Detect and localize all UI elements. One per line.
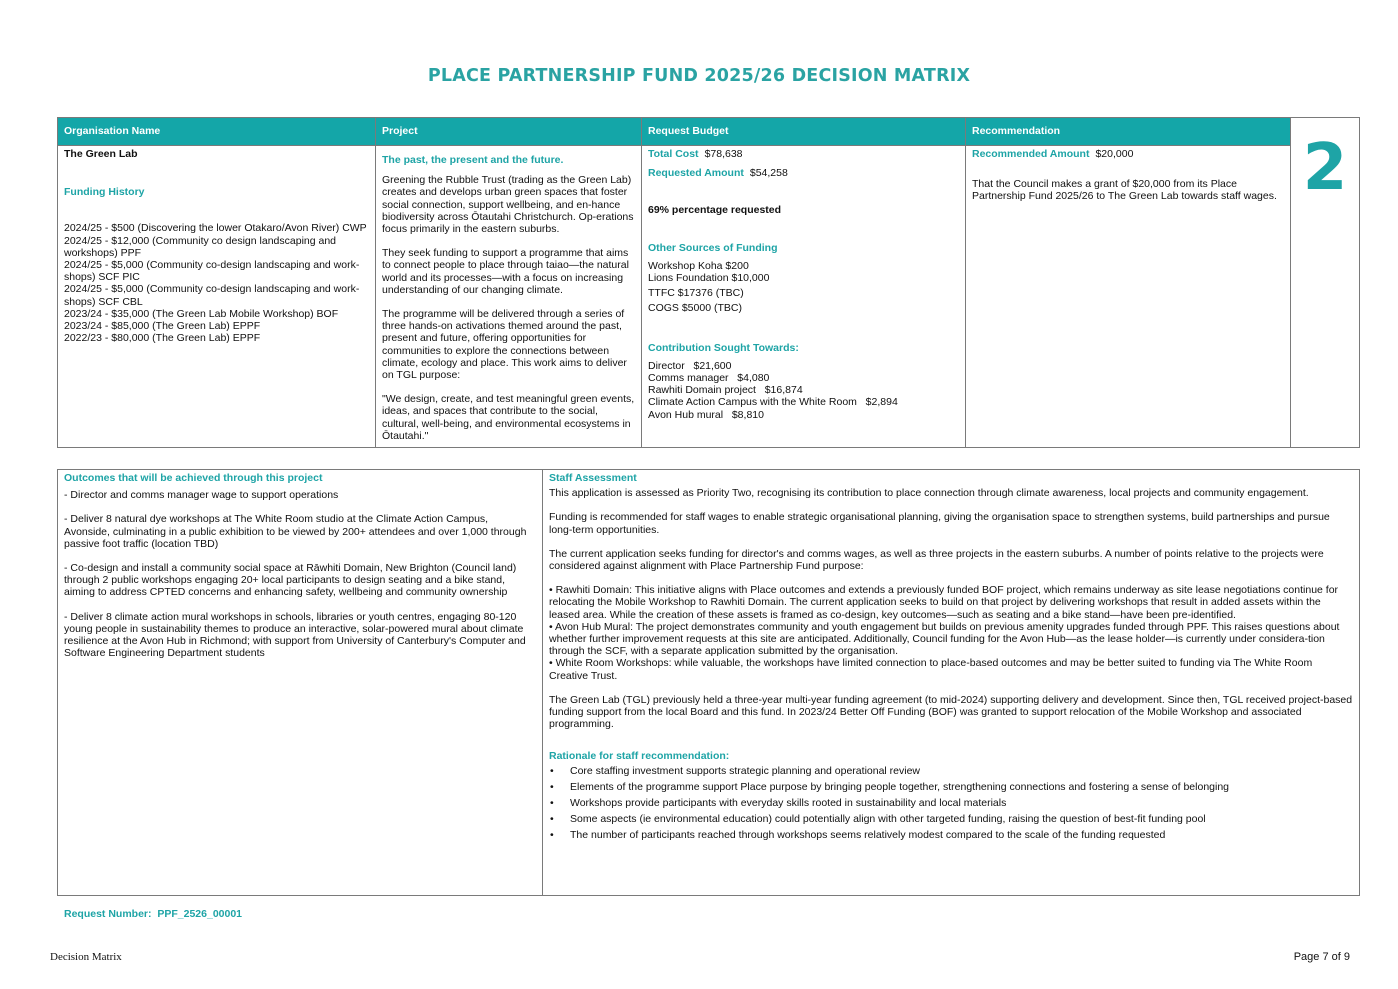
contribution-item: Comms manager $4,080 (648, 372, 770, 385)
staff-paragraph: This application is assessed as Priority Two, recognising its contribution to place connection through climate awareness, local projects and community engagement. (549, 487, 1309, 500)
project-heading: The past, the present and the future. (382, 154, 564, 166)
other-sources-label: Other Sources of Funding (648, 241, 778, 254)
contribution-item: Avon Hub mural $8,810 (648, 408, 764, 421)
recommended-line (972, 148, 1284, 160)
outcome-item: - Co-design and install a community social space at Rāwhiti Domain, New Brighton (Council land) through 2 public workshops engaging 20+ local participants to design seating and a bike stand, aiming to address CPTED concerns and enhancing safety, wellbeing and community ownership (64, 562, 517, 599)
recommended-label: Recommended Amount (972, 148, 1090, 160)
priority-number: 2 (1302, 131, 1348, 205)
staff-point: • Avon Hub Mural: The project demonstrates community and youth engagement but builds on previous amenity upgrades funded through PPF. This raises questions about whether further improvement requests at this site are anticipated. Additionally, Council funding for the Avon Hub—as the lease holder—is currently under considera-tion through the SCF, with a separate application submitted by the organisation. (549, 620, 1340, 658)
other-source-item: Lions Foundation $10,000 (648, 272, 770, 285)
page-title: PLACE PARTNERSHIP FUND 2025/26 DECISION MATRIX (427, 66, 971, 86)
project-paragraph: Greening the Rubble Trust (trading as the Green Lab) creates and develops urban green spaces that foster social connection, support wellbeing, and en-hance biodiversity across Ōtautahi Christchurch. Op-erations focus primarily in the eastern suburbs. (382, 174, 634, 236)
staff-assessment-cell (543, 470, 1360, 896)
staff-paragraph: The Green Lab (TGL) previously held a three-year multi-year funding agreement (to mid-2024) supporting delivery and development. Since then, TGL received project-based funding support from the local Board and this fund. In 2023/24 Better Off Funding (BOF) was granted to support relocation of the Mobile Workshop and associated programming. (549, 693, 1353, 731)
footer-document-name: Decision Matrix (50, 951, 122, 963)
rationale-heading: Rationale for staff recommendation: (549, 750, 730, 763)
requested-label: Requested Amount (648, 167, 744, 180)
funding-history-label: Funding History (64, 186, 145, 199)
staff-point: • Rawhiti Domain: This initiative aligns with Place outcomes and extends a previously funded BOF project, which remains underway as site lease negotiations continue for relocating the Mobile Workshop to Rawhiti Domain. The current application seeks to build on that project by delivering workshops that result in added assets within the leased area. While the creation of these assets is framed as co-design, key outcomes—such as seating and a bike stand—have been pre-identified. (549, 584, 1339, 621)
contribution-item: Climate Action Campus with the White Room $2,894 (648, 396, 898, 409)
other-source-item: COGS $5000 (TBC) (648, 302, 742, 315)
recommended-value: $20,000 (1095, 148, 1134, 160)
staff-paragraph: The current application seeks funding for director's and comms wages, as well as three projects in the eastern suburbs. A number of points relative to the projects were considered against alignment with Place Partnership Fund purpose: (549, 547, 1324, 573)
requested-value: $54,258 (749, 167, 788, 180)
other-source-item: TTFC $17376 (TBC) (648, 287, 744, 300)
history-item: 2023/24 - $85,000 (The Green Lab) EPPF (64, 320, 261, 333)
org-name: The Green Lab (64, 148, 138, 160)
history-item: 2024/25 - $12,000 (Community co design landscaping and workshops) PPF (64, 234, 337, 259)
outcome-item: - Deliver 8 climate action mural workshops in schools, libraries or youth centres, engaging 80-120 young people in sustainability themes to produce an interactive, solar-powered mural about climate resilience at the Avon Hub in Richmond; with support from University of Canterbury's Computer and Software Engineering Department students (64, 610, 526, 660)
header-budget: Request Budget (642, 118, 966, 146)
percentage-requested: 69% percentage requested (648, 204, 782, 217)
recommendation-text: That the Council makes a grant of $20,000 from its Place Partnership Fund 2025/26 to The Green Lab towards staff wages. (972, 178, 1277, 203)
outcomes-cell (58, 470, 543, 896)
request-number (64, 908, 242, 920)
history-item: 2024/25 - $5,000 (Community co-design landscaping and work-shops) SCF PIC (64, 259, 360, 284)
assessment-table (57, 469, 1360, 896)
priority-cell (1291, 118, 1360, 448)
header-project: Project (376, 118, 642, 146)
content-row (58, 146, 1360, 448)
rationale-list (549, 765, 1353, 842)
footer-page-number: Page 7 of 9 (1293, 951, 1350, 963)
rationale-item: • The number of participants reached through workshops seems relatively modest compared to the scale of the funding requested (549, 829, 1353, 841)
outcome-item: - Director and comms manager wage to support operations (64, 489, 339, 502)
recommendation-cell (966, 146, 1291, 448)
rationale-item: • Workshops provide participants with everyday skills rooted in sustainability and local materials (549, 797, 1353, 809)
rationale-item: • Some aspects (ie environmental education) could potentially align with other targeted funding, raising the question of best-fit funding pool (549, 813, 1353, 825)
header-row (58, 118, 1360, 146)
project-quote: "We design, create, and test meaningful green events, ideas, and spaces that contribute to the social, cultural, well-being, and environmental ecosystems in Ōtautahi." (382, 393, 635, 442)
requested-line (648, 167, 959, 179)
total-cost-value: $78,638 (704, 148, 743, 160)
header-recommendation: Recommendation (966, 118, 1291, 146)
history-item: 2022/23 - $80,000 (The Green Lab) EPPF (64, 332, 261, 345)
project-paragraph: They seek funding to support a programme that aims to connect people to place through taiao—the natural world and its processes—with a focus on increasing understanding of our changing climate. (382, 247, 629, 296)
project-cell (376, 146, 642, 448)
contribution-label: Contribution Sought Towards: (648, 341, 799, 354)
total-cost-label: Total Cost (648, 148, 699, 160)
history-item: 2024/25 - $500 (Discovering the lower Otakaro/Avon River) CWP (64, 222, 367, 235)
rationale-item: • Elements of the programme support Place purpose by bringing people together, strengthening connections and fostering a sense of belonging (549, 781, 1353, 793)
outcomes-heading: Outcomes that will be achieved through this project (64, 472, 323, 484)
history-item: 2023/24 - $35,000 (The Green Lab Mobile Workshop) BOF (64, 307, 339, 320)
budget-cell (642, 146, 966, 448)
org-cell (58, 146, 376, 448)
outcome-item: - Deliver 8 natural dye workshops at The White Room studio at the Climate Action Campus, Avonside, culminating in a public exhibition to be viewed by 200+ attendees and over 1,000 through passive foot traffic (location TBD) (64, 513, 527, 550)
contribution-item: Rawhiti Domain project $16,874 (648, 384, 803, 397)
assessment-row (58, 470, 1360, 896)
decision-matrix-table (57, 117, 1360, 448)
contribution-item: Director $21,600 (648, 359, 732, 372)
total-cost-line (648, 148, 959, 160)
request-number-value: PPF_2526_00001 (157, 908, 243, 920)
other-source-item: Workshop Koha $200 (648, 259, 749, 272)
staff-heading: Staff Assessment (549, 472, 637, 484)
rationale-item: • Core staffing investment supports strategic planning and operational review (549, 765, 1353, 777)
staff-point: • White Room Workshops: while valuable, the workshops have limited connection to place-based outcomes and may be better suited to funding via The White Room Creative Trust. (549, 657, 1313, 682)
history-item: 2024/25 - $5,000 (Community co-design landscaping and work-shops) SCF CBL (64, 283, 360, 308)
staff-paragraph: Funding is recommended for staff wages to enable strategic organisational planning, giving the organisation space to strengthen systems, build partnerships and pursue long-term opportunities. (549, 511, 1330, 536)
project-paragraph: The programme will be delivered through a series of three hands-on activations themed around the past, present and future, offering opportunities for communities to explore the connections between climate, ecology and place. This work aims to deliver on TGL purpose: (382, 308, 627, 382)
request-number-label: Request Number: (64, 908, 152, 920)
header-org: Organisation Name (58, 118, 376, 146)
